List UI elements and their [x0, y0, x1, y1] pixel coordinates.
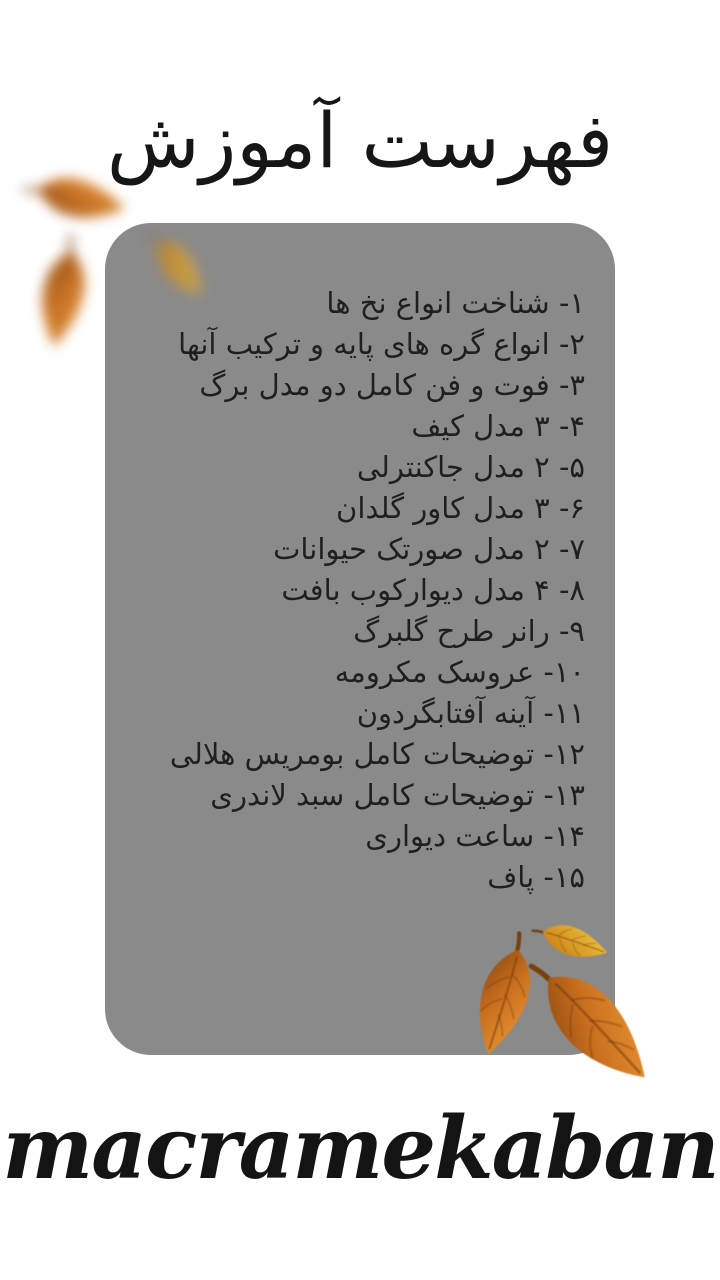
lesson-list: [105, 223, 615, 898]
page-title: فهرست آموزش: [106, 96, 614, 185]
list-item: ۱۰- عروسک مکرومه: [334, 655, 585, 689]
list-item: ۱۲- توضیحات کامل بومریس هلالی: [169, 737, 585, 771]
list-item: ۹- رانر طرح گلبرگ: [353, 614, 585, 648]
list-item: ۵- ۲ مدل جاکنترلی: [356, 450, 585, 484]
list-item: ۶- ۳ مدل کاور گلدان: [336, 491, 585, 525]
list-item: ۸- ۴ مدل دیوارکوب بافت: [281, 573, 585, 607]
list-item: ۳- فوت و فن کامل دو مدل برگ: [199, 368, 585, 402]
autumn-leaf-blurred-icon: [3, 224, 114, 360]
list-item: ۷- ۲ مدل صورتک حیوانات: [273, 532, 585, 566]
list-item: ۱۱- آینه آفتابگردون: [356, 696, 585, 730]
list-item: ۱۴- ساعت دیواری: [365, 819, 585, 853]
list-item: ۴- ۳ مدل کیف: [411, 409, 585, 443]
list-item: ۲- انواع گره های پایه و ترکیب آنها: [178, 327, 585, 361]
list-item: ۱۳- توضیحات کامل سبد لاندری: [210, 778, 585, 812]
list-item: ۱۵- پاف: [487, 860, 585, 894]
brand-signature: macramekaban: [2, 1098, 718, 1199]
list-item: ۱- شناخت انواع نخ ها: [326, 286, 585, 320]
